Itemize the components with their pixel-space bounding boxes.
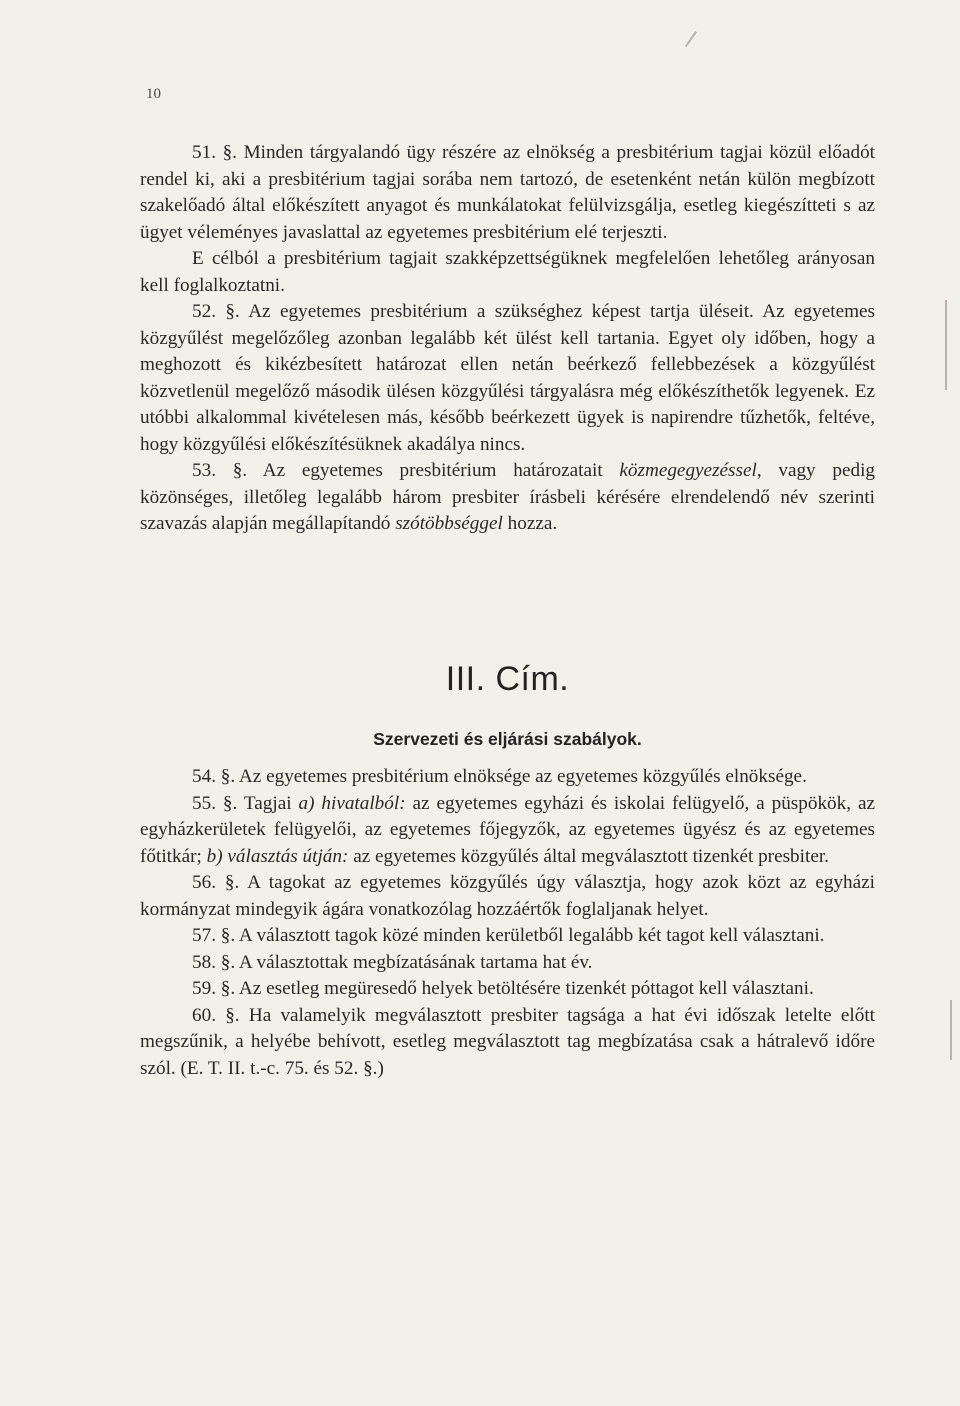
paragraph-57: 57. §. A választott tagok közé minden kerületből legalább két tagot kell választani. [192, 925, 825, 946]
emphasis-valasztas-utjan: b) választás útján: [206, 845, 349, 867]
chapter-subtitle: Szervezeti és eljárási szabályok. [373, 729, 642, 749]
paragraph-59: 59. §. Az esetleg megüresedő helyek betöltésére tizenkét póttagot kell választani. [192, 978, 814, 999]
paragraphs-section-two [140, 764, 875, 1082]
emphasis-kozmegegyezessel: közmegegyezéssel [619, 460, 757, 481]
emphasis-hivatalbol: a) hivatalból: [298, 792, 406, 814]
page-number: 10 [146, 86, 161, 102]
paper-speck [685, 31, 697, 47]
paragraph-54: 54. §. Az egyetemes presbitérium elnöksége az egyetemes közgyűlés elnöksége. [192, 766, 807, 787]
emphasis-szotobbseggel: szótöbbséggel [395, 513, 503, 534]
paragraph-58: 58. §. A választottak megbízatásának tartama hat év. [192, 951, 593, 973]
paragraph-56: 56. §. A tagokat az egyetemes közgyűlés úgy választja, hogy azok közt az egyházi kormányzat mindegyik ágára vonatkozólag hozzáértők foglaljanak helyet. [140, 872, 875, 920]
paper-edge-mark [945, 300, 947, 390]
paragraph-51-continued: E célból a presbitérium tagjait szakképzettségüknek megfelelően lehetőleg arányosan kell foglalkoztatni. [140, 248, 875, 296]
paper-edge-mark [950, 1000, 952, 1060]
paragraphs-section-one [140, 140, 875, 538]
paragraph-55: 55. §. Tagjai a) hivatalból: az egyetemes egyházi és iskolai felügyelő, a püspökök, az egyházkerületek felügyelői, az egyetemes főjegyzők, az egyetemes ügyész és az egyetemes főtitkár; b) választás útján: az egyetemes közgyűlés által megválasztott tizenkét presbiter. [140, 792, 876, 867]
paragraph-51: 51. §. Minden tárgyalandó ügy részére az elnökség a presbitérium tagjai közül előadót rendel ki, aki a presbitérium tagjai sorába nem tartozó, de esetenként netán külön megbízott szakelőadó által előkészített anyagot és munkálatokat felülvizsgálja, esetleg kiegészítteti s az ügyet véleményes javaslattal az egyetemes presbitérium elé terjeszti. [140, 142, 875, 243]
chapter-title: III. Cím. [445, 660, 570, 698]
paragraph-52: 52. §. Az egyetemes presbitérium a szükséghez képest tartja üléseit. Az egyetemes közgyűlést megelőzőleg azonban legalább két ülést kell tartania. Egyet oly időben, hogy a meghozott és kikézbesített határozat ellen netán beérkező fellebbezések a közgyűlést közvetlenül megelőző második ülésen közgyűlési tárgyalásra még előkészíthetők legyenek. Ez utóbbi alkalommal kivételesen más, később beérkezett ügyek is napirendre tűzhetők, feltéve, hogy közgyűlési előkészítésüknek akadálya nincs. [140, 301, 875, 455]
paragraph-60: 60. §. Ha valamelyik megválasztott presbiter tagsága a hat évi időszak letelte előtt megszűnik, a helyébe behívott, esetleg megválasztott tag megbízatása csak a hátralevő időre szól. (E. T. II. t.-c. 75. és 52. §.) [140, 1004, 875, 1079]
paragraph-53: 53. §. Az egyetemes presbitérium határozatait közmegegyezéssel, vagy pedig közönséges, illetőleg legalább három presbiter írásbeli kérésére elrendelendő név szerinti szavazás alapján megállapítandó szótöbbséggel hozza. [140, 460, 875, 534]
